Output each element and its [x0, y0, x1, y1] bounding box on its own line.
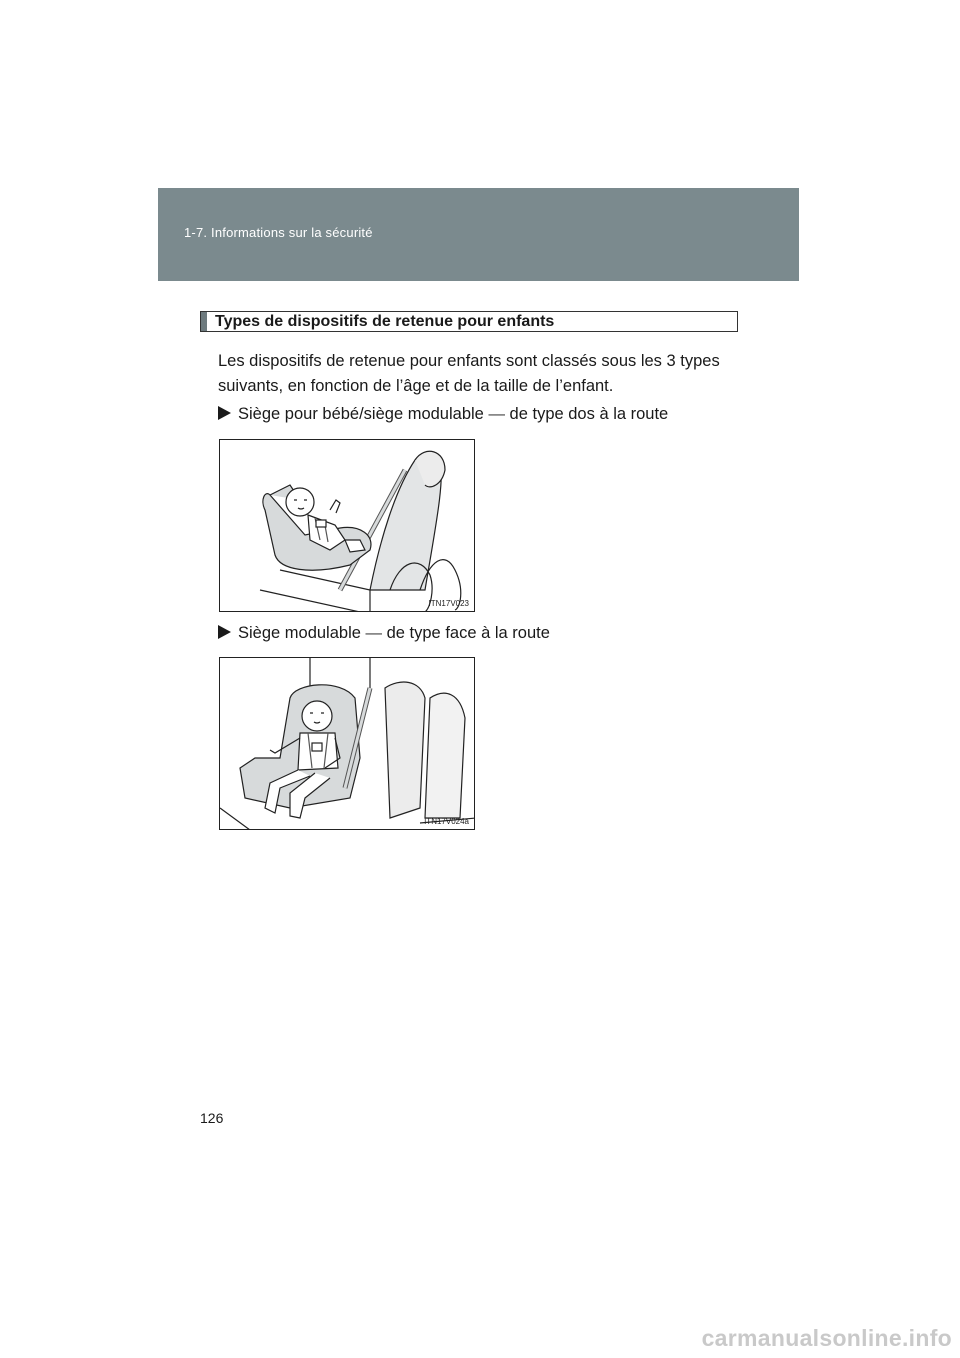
- triangle-right-icon: [218, 624, 238, 643]
- intro-paragraph: Les dispositifs de retenue pour enfants sont classés sous les 3 types suivants, en fonction de l’âge et de la taille de l’enfant.: [218, 352, 720, 395]
- bullet-item-detail: de type dos à la route: [509, 405, 669, 423]
- bullet-item-label: Siège pour bébé/siège modulable: [238, 405, 484, 423]
- chapter-header-band: [158, 188, 799, 281]
- bullet-item-dash: —: [488, 405, 505, 423]
- illustration-forward-facing-seat: [219, 657, 475, 830]
- illustration-rear-facing-seat: [219, 439, 475, 612]
- section-heading-box: [200, 311, 738, 332]
- rear-facing-seat-drawing: [220, 440, 475, 612]
- bullet-item-rear-facing: [218, 405, 668, 424]
- bullet-item-forward-facing: [218, 624, 550, 643]
- forward-facing-seat-drawing: [220, 658, 475, 830]
- page-number: 126: [200, 1110, 224, 1126]
- heading-accent-bar: [201, 312, 207, 331]
- figure-code: ITN17V024a: [424, 817, 469, 826]
- bullet-item-label: Siège modulable: [238, 624, 361, 642]
- figure-code: ITN17V023: [428, 599, 469, 608]
- chapter-section-label: 1-7. Informations sur la sécurité: [184, 225, 373, 240]
- watermark: carmanualsonline.info: [701, 1325, 952, 1351]
- bullet-item-dash: —: [365, 624, 383, 642]
- section-heading: Types de dispositifs de retenue pour enfants: [215, 313, 555, 330]
- bullet-item-detail: de type face à la route: [386, 624, 550, 642]
- triangle-right-icon: [218, 405, 238, 424]
